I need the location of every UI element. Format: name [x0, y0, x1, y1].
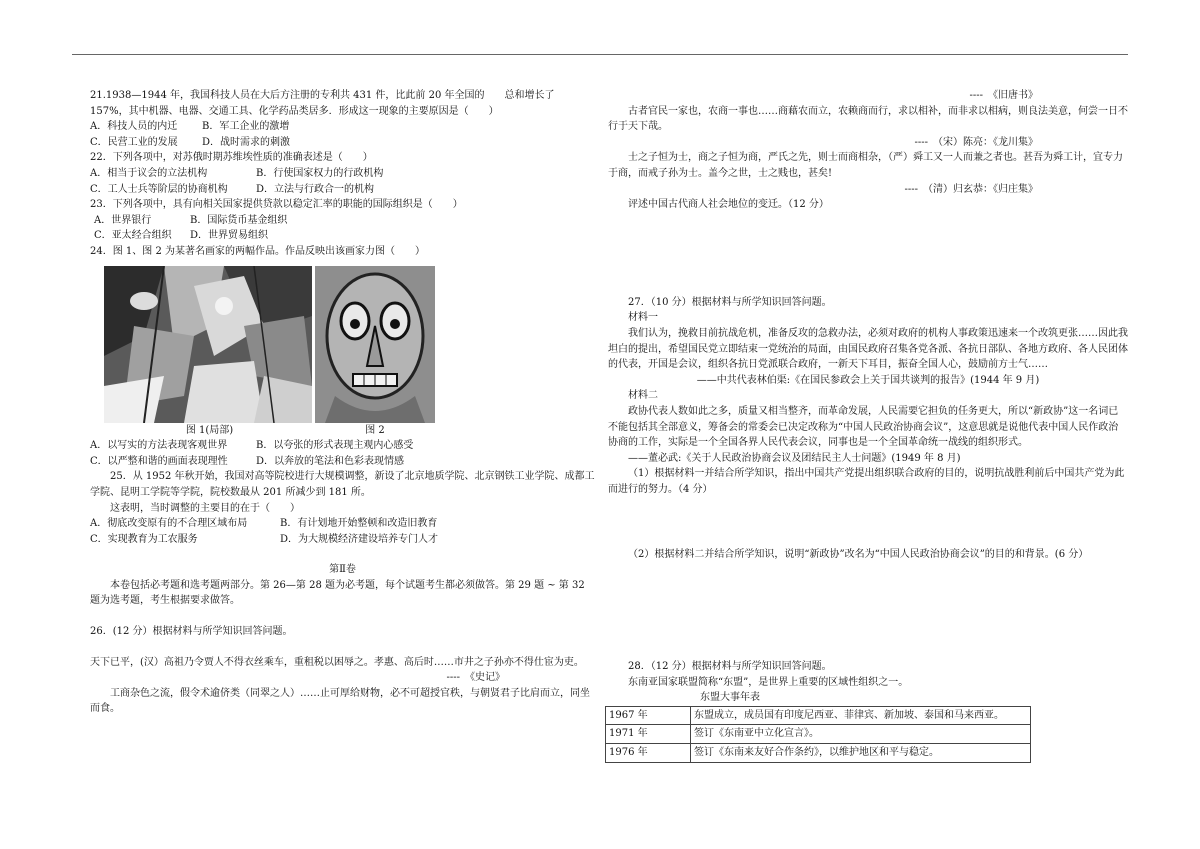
q26-task: 评述中国古代商人社会地位的变迁。（12 分） [628, 199, 829, 211]
q28-intro: 东南亚国家联盟简称“东盟”，是世界上重要的区域性组织之一。 [628, 676, 909, 688]
table-row [606, 725, 1031, 744]
q21-options-row2 [90, 135, 595, 151]
question-24-stem: 24．图 1、图 2 为某著名画家的两幅作品。作品反映出该画家力图（ ） [90, 245, 425, 257]
right-column [608, 88, 1128, 763]
q23-options-row1 [90, 213, 595, 229]
question-28-stem: 28．（12 分）根据材料与所学知识回答问题。 [628, 661, 832, 673]
q27-sub-question-2: （2）根据材料二并结合所学知识，说明“新政协”改名为“中国人民政治协商会议”的目的和背景。(6 分） [628, 549, 1089, 561]
figure-2-portrait [315, 266, 435, 423]
question-25-stem-2: 这表明，当时调整的主要目的在于（ ） [110, 502, 300, 514]
question-27-stem: 27．（10 分）根据材料与所学知识回答问题。 [628, 296, 832, 308]
q21-option-a[interactable]: A．科技人员的内迁 [90, 121, 178, 133]
q24-figures [104, 266, 595, 423]
q26-material-3-source: ---- （宋）陈亮：《龙川集》 [914, 136, 1038, 148]
q21-option-b[interactable]: B．军工企业的激增 [202, 121, 290, 133]
figure-1-painting [104, 266, 312, 423]
q23-option-d[interactable]: D．世界贸易组织 [190, 230, 269, 242]
q27-material-2-label: 材料二 [628, 390, 658, 402]
q27-material-2: 政协代表人数如此之多，质量又相当整齐，而革命发展，人民需要它担负的任务更大，所以“新政协”这一名词已不能包括其全部意义，筹备会的常委会已决定改称为“中国人民政治协商会议”，这意思就是说他代表中国人民作政治协商的工作，实际是一个全国各界人民代表会议，同事也是一个全国革命统一战线的组织形式。 [608, 405, 1119, 449]
question-23-stem: 23．下列各项中，具有向相关国家提供贷款以稳定汇率的职能的国际组织是（ ） [90, 199, 463, 211]
question-22-stem: 22．下列各项中，对苏俄时期苏维埃性质的准确表述是（ ） [90, 152, 373, 164]
q25-options-row1 [90, 516, 595, 532]
part-2-description: 本卷包括必考题和选考题两部分。第 26—第 28 题为必考题，每个试题考生都必须做答。第 29 题 ~ 第 32 题为选考题，考生根据要求做答。 [90, 579, 585, 607]
q25-options-row2 [90, 532, 595, 548]
q27-material-1: 我们认为，挽救目前抗战危机，准备反攻的急救办法，必须对政府的机构人事政策迅速来一个改筑更张……因此我坦白的提出，希望国民党立即结束一党统治的局面，由国民政府召集各党各派、各抗日部队、各地方政府、各人民团体的代表，开国是会议，组织各抗日党派联合政府，一新天下耳目，振奋全国人心，鼓励前方士气…… [608, 327, 1128, 371]
q22-options-row1 [90, 166, 595, 182]
q24-option-d[interactable]: D．以奔放的笔法和色彩表现情感 [256, 455, 405, 467]
q22-option-d[interactable]: D．立法与行政合一的机构 [256, 183, 375, 195]
q26-material-4-source: ---- （清）归玄恭：《归庄集》 [904, 183, 1038, 195]
q24-options-row2 [90, 454, 595, 470]
q24-figure-captions [104, 423, 595, 439]
table-cell-event: 签订《东南亚中立化宣言》。 [691, 725, 1031, 744]
table-row [606, 744, 1031, 763]
q27-material-1-label: 材料一 [628, 312, 658, 324]
q22-option-c[interactable]: C．工人士兵等阶层的协商机构 [90, 183, 228, 195]
table-cell-year: 1976 年 [606, 744, 691, 763]
q23-option-b[interactable]: B．国际货币基金组织 [190, 214, 288, 226]
figure-2-caption: 图 2 [365, 424, 385, 436]
table-cell-year: 1971 年 [606, 725, 691, 744]
header-rule [72, 54, 1128, 55]
q24-option-c[interactable]: C．以严整和谐的画面表现理性 [90, 455, 228, 467]
question-21-stem: 21.1938—1944 年，我国科技人员在大后方注册的专利共 431 件，比此前 20 年全国的 总和增长了 157%，其中机器、电器、交通工具、化学药品类居多．形成这一现象的主要原因是（ ） [90, 90, 555, 117]
figure-1-caption: 图 1(局部) [185, 424, 234, 436]
q24-options-row1 [90, 438, 595, 454]
question-25-stem: 25．从 1952 年秋开始，我国对高等院校进行大规模调整，新设了北京地质学院、北京钢铁工业学院、成都工学院、昆明工学院等学院，院校数最从 201 所减少到 181 所。 [90, 471, 595, 498]
q21-options-row1 [90, 119, 595, 135]
q26-material-2: 工商杂色之流，假令术逾侪类（同翠之人）……止可厚给财物，必不可超授官秩，与朝贤君子比肩而立，同坐而食。 [90, 687, 590, 715]
q25-option-a[interactable]: A．彻底改变原有的不合理区域布局 [90, 518, 248, 530]
asean-events-table [605, 706, 1031, 763]
table-cell-event: 东盟成立，成员国有印度尼西亚、菲律宾、新加坡、泰国和马来西亚。 [691, 706, 1031, 725]
table-cell-event: 签订《东南来友好合作条约》，以维护地区和平与稳定。 [691, 744, 1031, 763]
question-26-stem: 26．(12 分）根据材料与所学知识回答问题。 [90, 626, 293, 638]
q21-option-d[interactable]: D．战时需求的刺激 [202, 136, 291, 148]
q22-options-row2 [90, 182, 595, 198]
left-column [90, 88, 595, 717]
q22-option-a[interactable]: A．相当于议会的立法机构 [90, 167, 208, 179]
q26-material-2-source: ---- 《旧唐书》 [969, 90, 1038, 101]
q27-material-2-source: ——董必武:《关于人民政治协商会议及团结民主人士问题》(1949 年 8 月) [628, 452, 961, 464]
q23-options-row2 [90, 228, 595, 244]
q27-material-1-source: ——中共代表林伯渠:《在国民参政会上关于国共谈判的报告》(1944 年 9 月) [696, 374, 1040, 386]
q26-material-3: 古者官民一家也，农商一事也……商藉农而立，农赖商而行，求以相补，而非求以相病，则良法美意，何尝一日不行于天下哉。 [608, 105, 1128, 133]
q26-material-4: 士之子恒为士，商之子恒为商，严氏之先，则士而商相杂，（严）舜工又一人而兼之者也。甚吾为舜工计，宜专力于商，而戒子孙为士。盖今之世，士之贱也，甚矣! [608, 152, 1123, 179]
q23-option-c[interactable]: C．亚太经合组织 [94, 230, 172, 242]
q26-material-1-source: ---- 《史记》 [446, 672, 505, 684]
q25-option-d[interactable]: D．为大规模经济建设培养专门人才 [280, 533, 439, 545]
q24-option-b[interactable]: B．以夸张的形式表现主观内心感受 [256, 440, 414, 452]
q23-option-a[interactable]: A．世界银行 [94, 214, 152, 226]
table-cell-year: 1967 年 [606, 706, 691, 725]
q21-option-c[interactable]: C．民营工业的发展 [90, 136, 178, 148]
q22-option-b[interactable]: B．行使国家权力的行政机构 [256, 167, 384, 179]
q24-option-a[interactable]: A．以写实的方法表现客观世界 [90, 440, 228, 452]
part-2-title: 第Ⅱ卷 [329, 564, 356, 576]
q25-option-c[interactable]: C．实现教育为工农服务 [90, 533, 198, 545]
table-row [606, 706, 1031, 725]
q25-option-b[interactable]: B．有计划地开始整顿和改造旧教育 [280, 518, 438, 530]
q27-sub-question-1: （1）根据材料一并结合所学知识，指出中国共产党提出组织联合政府的目的，说明抗战胜利前后中国共产党为此而进行的努力。（4 分） [608, 468, 1125, 495]
asean-table-title: 东盟大事年表 [700, 692, 760, 704]
q26-material-1: 天下已平，(汉）高祖乃令贾人不得衣丝乘车，重租税以困辱之。孝惠、高后时……市井之子孙亦不得仕宦为吏。 [90, 656, 584, 668]
